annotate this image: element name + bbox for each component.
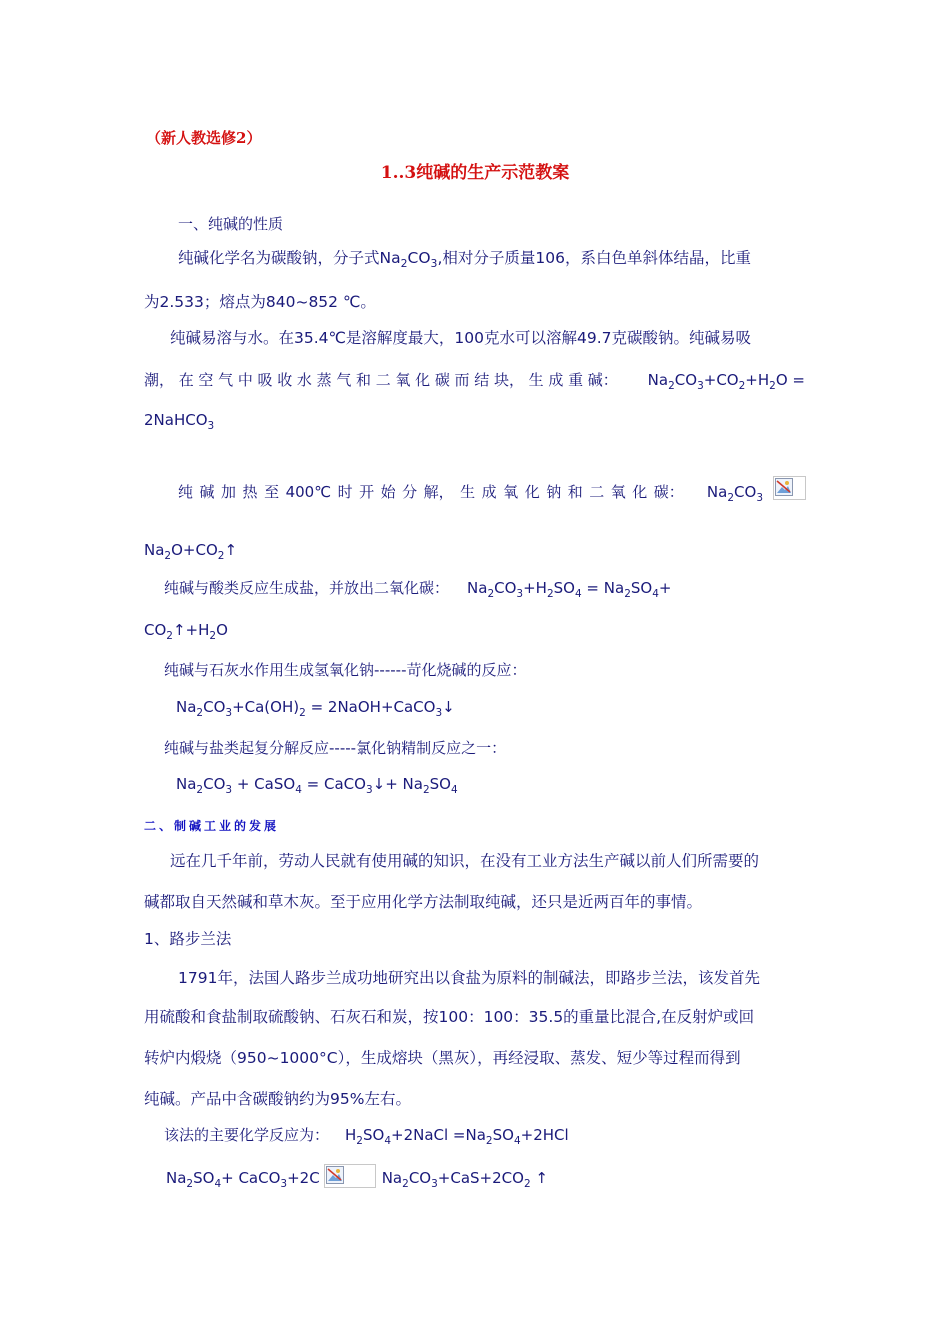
- word: 化: [415, 371, 431, 389]
- word: 氧: [610, 483, 626, 501]
- sec2-para-2-line-2: 用硫酸和食盐制取硫酸钠、石灰石和炭，按100：100：35.5的重量比混合,在反射炉或回: [144, 1008, 755, 1026]
- para-3-words: [178, 482, 684, 508]
- word: 化: [632, 483, 648, 501]
- page-title: 1..3纯碱的生产示范教案: [380, 163, 570, 183]
- section-tag: （新人教选修2）: [146, 129, 262, 147]
- word: 化: [524, 483, 540, 501]
- word: 二: [589, 483, 605, 501]
- word: 钠: [546, 483, 562, 501]
- word: 热: [242, 483, 258, 501]
- para-2-line-2: [144, 370, 805, 396]
- para-3: [178, 482, 806, 508]
- word: 纯: [178, 483, 194, 501]
- para-4: 纯碱与酸类反应生成盐，并放出二氧化碳： $Na_2CO_3+H_2SO_4 = Na_2SO_4+$: [164, 579, 672, 600]
- word: 碳：: [653, 483, 684, 501]
- word: 空: [198, 371, 214, 389]
- word: 潮，: [144, 371, 175, 389]
- section-heading-1: 一、纯碱的性质: [178, 215, 284, 233]
- word: 而: [454, 371, 470, 389]
- word: 生: [528, 371, 544, 389]
- formula-na2co3: $Na_2CO_3$,: [379, 249, 443, 270]
- word: 加: [221, 483, 237, 501]
- section-heading-2: 二、制碱工业的发展: [144, 819, 280, 833]
- sec2-para-2-line-3: 转炉内煅烧（950~1000°C），生成熔块（黑灰），再经浸取、蒸发、短少等过程而得到: [144, 1049, 741, 1067]
- word: 在: [178, 371, 194, 389]
- reaction-4: $Na_2CO_3+Ca(OH)_2$ = 2NaOH+CaCO$_3$↓: [176, 698, 455, 719]
- word: 重: [568, 371, 584, 389]
- para-2-line-1: 纯碱易溶与水。在35.4℃是溶解度最大，100克水可以溶解49.7克碳酸钠。纯碱易吸: [170, 329, 752, 347]
- word: 气: [336, 371, 352, 389]
- word: 和: [567, 483, 583, 501]
- sec2-para-3: 该法的主要化学反应为： $H_2SO_4+2NaCl =Na_2SO_4+2HCl$: [164, 1126, 569, 1147]
- word: 时: [337, 483, 353, 501]
- word: 开: [359, 483, 375, 501]
- word: 成: [481, 483, 497, 501]
- word: 成: [548, 371, 564, 389]
- word: 400℃: [285, 483, 332, 501]
- sec2-para-1-line-2: 碱都取自天然碱和草木灰。至于应用化学方法制取纯碱，还只是近两百年的事情。: [144, 893, 703, 911]
- word: 收: [277, 371, 293, 389]
- word: 结: [474, 371, 490, 389]
- para-5: 纯碱与石灰水作用生成氢氧化钠------苛化烧碱的反应：: [164, 661, 527, 679]
- word: 碳: [434, 371, 450, 389]
- para-1-line-1: 纯碱化学名为碳酸钠，分子式$Na_2CO_3$,相对分子质量106，系白色单斜体结晶，比重: [178, 249, 751, 270]
- word: 二: [375, 371, 391, 389]
- word: 块，: [493, 371, 524, 389]
- word: 吸: [257, 371, 273, 389]
- word: 水: [296, 371, 312, 389]
- para-2-line-2-words: [144, 370, 618, 396]
- word: 蒸: [316, 371, 332, 389]
- sec2-para-2-line-4: 纯碱。产品中含碳酸钠约为95%左右。: [144, 1090, 411, 1108]
- word: 碱：: [587, 371, 618, 389]
- word: 解，: [423, 483, 454, 501]
- word: 分: [402, 483, 418, 501]
- broken-image-icon: [773, 476, 806, 500]
- para-1-line-2: 为2.533；熔点为840~852 ℃。: [144, 293, 376, 311]
- word: 至: [264, 483, 280, 501]
- reaction-1a: $Na_2CO_3+CO_2+H_2O$ =: [647, 371, 805, 392]
- reaction-5: $Na_2CO_3$ + CaSO$_4$ = CaCO$_3$↓+ $Na_2SO_4$: [176, 775, 458, 796]
- reaction-7: [166, 1168, 548, 1194]
- word: 氧: [395, 371, 411, 389]
- sec2-para-1-line-1: 远在几千年前，劳动人民就有使用碱的知识，在没有工业方法生产碱以前人们所需要的: [170, 852, 760, 870]
- broken-image-icon: [324, 1164, 376, 1188]
- word: 和: [356, 371, 372, 389]
- sub-heading-leblanc: 1、路步兰法: [144, 930, 232, 948]
- reaction-3b: $CO_2↑+H_2O$: [144, 621, 228, 642]
- word: 中: [237, 371, 253, 389]
- para-6: 纯碱与盐类起复分解反应-----氯化钠精制反应之一：: [164, 739, 507, 757]
- reaction-2a: $Na_2CO_3$: [706, 483, 763, 504]
- word: 气: [218, 371, 234, 389]
- word: 始: [380, 483, 396, 501]
- sec2-para-2-line-1: 1791年，法国人路步兰成功地研究出以食盐为原料的制碱法，即路步兰法，该发首先: [178, 969, 760, 987]
- reaction-7a: $Na_2SO_4+$ CaCO$_3$+2C: [166, 1169, 320, 1190]
- reaction-6: $H_2SO_4+2NaCl =Na_2SO_4+2HCl$: [345, 1126, 569, 1147]
- word: 生: [460, 483, 476, 501]
- reaction-3a: $Na_2CO_3+H_2SO_4 = Na_2SO_4+$: [467, 579, 672, 600]
- reaction-2b: $Na_2O+CO_2↑$: [144, 541, 238, 562]
- word: 碱: [199, 483, 215, 501]
- reaction-1b: 2NaHCO$_3$: [144, 411, 215, 432]
- reaction-7b: $Na_2CO_3+CaS+2CO_2$ ↑: [381, 1169, 548, 1190]
- word: 氧: [503, 483, 519, 501]
